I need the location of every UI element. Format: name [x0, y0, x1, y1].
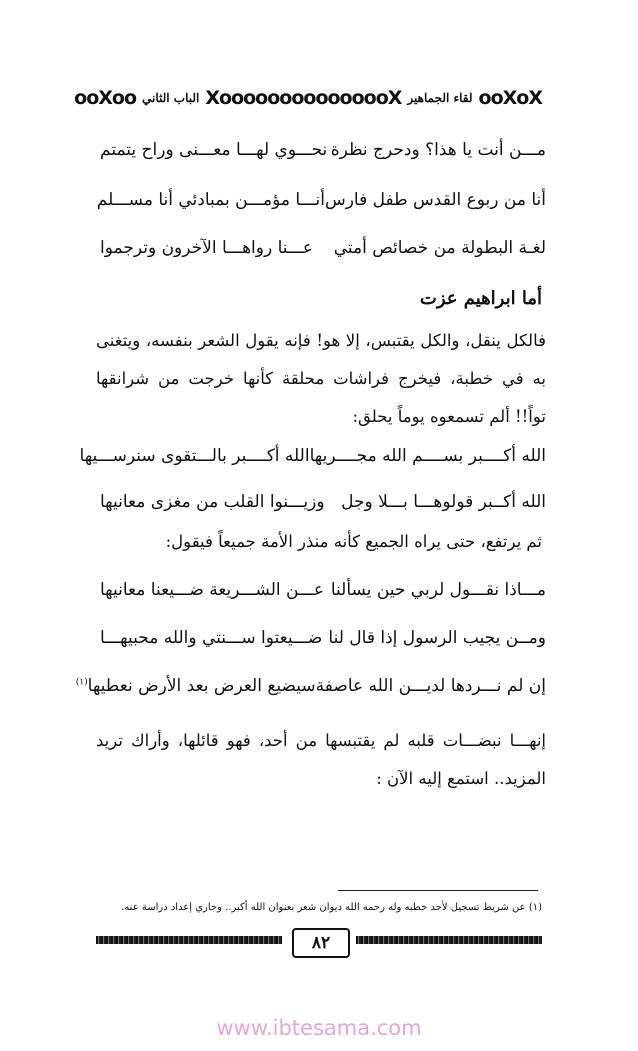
verse-first-hemistich: الله أكــبر قولوهـــا بـــلا وجل — [341, 492, 546, 512]
page-number: ٨٢ — [292, 928, 350, 958]
footnote-divider — [338, 890, 538, 891]
paragraph: إنهـــا نبضـــات قلبه لم يقتبسها من أحد، فهو قائلها، وأراك تريد المزيد.. استمع إليه الآن : — [96, 731, 546, 788]
footnote-marker: (١) — [75, 677, 88, 688]
page-footer — [96, 924, 542, 964]
verse-first-hemistich: مـــاذا نقـــول لربي حين يسألنا — [330, 580, 546, 600]
chapter-label: الباب الثاني — [142, 91, 200, 105]
paragraph: فالكل ينقل، والكل يقتبس، إلا هو! فإنه يقول الشعر بنفسه، ويتغنى به في خطبة، فيخرج فراشات محلقة كأنها خرجت من شرانقها تواً!! ألم تسمعوه يوماً يحلق: — [96, 331, 546, 426]
verse-line — [100, 238, 546, 258]
verse-line — [100, 580, 546, 600]
verse-line — [79, 446, 546, 466]
verse-first-hemistich: مـــن أنت يا هذا؟ ودحرج نظرة — [330, 140, 546, 160]
verse-second-hemistich: عـــن الشـــريعة ضـــيعنا معانيها — [100, 580, 325, 600]
verse-line — [100, 140, 546, 160]
section-heading: أما ابراهيم عزت — [419, 288, 542, 309]
header-ornament-end: ooXoo — [74, 87, 137, 109]
verse-second-hemistich — [76, 676, 316, 696]
book-title: لقاء الجماهير — [407, 91, 473, 105]
header-ornament-middle: XooooooooooooooX — [205, 87, 402, 109]
verse-second-hemistich: الله أكــــبر بالـــتقوى سنرســـيها — [79, 446, 310, 466]
verse-first-hemistich: إن لم نـــردها لديـــن الله عاصفة — [315, 676, 546, 696]
verse-text: سيضيع العرض بعد الأرض نعطيها — [87, 676, 316, 696]
intro-line: ثم يرتفع، حتى يراه الجميع كأنه منذر الأمة جميعاً فيقول: — [165, 532, 542, 551]
page-header — [74, 86, 542, 110]
watermark: www.ibtesama.com — [216, 1016, 422, 1040]
verse-line — [75, 676, 546, 696]
verse-first-hemistich: أنا من ربوع القدس طفل فارس — [324, 190, 546, 210]
verse-first-hemistich: لغـة البطولة من خصائص أمتي — [333, 238, 546, 258]
verse-line — [100, 492, 546, 512]
footer-ornament-bar — [96, 936, 282, 944]
verse-second-hemistich: نحـــوي لهـــا معـــنى وراح يتمتم — [100, 140, 328, 160]
verse-second-hemistich: أنـــا مؤمـــن بمبادئي أنا مســـلم — [96, 190, 325, 210]
verse-first-hemistich: ومــن يجيب الرسول إذا قال لنا — [328, 628, 546, 648]
verse-line — [96, 190, 546, 210]
header-ornament-start: ooXoX — [478, 87, 542, 109]
verse-second-hemistich: وزيـــنوا القلب من مغزى معانيها — [100, 492, 325, 512]
footnote: (١) عن شريط تسجيل لأحد خطبه وله رحمه الله ديوان شعر بعنوان الله أكبر.. وجاري إعداد دراسة عنه. — [121, 902, 542, 913]
verse-line — [100, 628, 546, 648]
footer-ornament-bar — [356, 936, 542, 944]
verse-second-hemistich: ضـــيعتوا ســـنتي والله محبيهـــا — [100, 628, 323, 648]
verse-second-hemistich: عـــنا رواهـــا الآخرون وترجموا — [100, 238, 313, 258]
verse-first-hemistich: الله أكــــبر بســــم الله مجــــريها — [309, 446, 546, 466]
